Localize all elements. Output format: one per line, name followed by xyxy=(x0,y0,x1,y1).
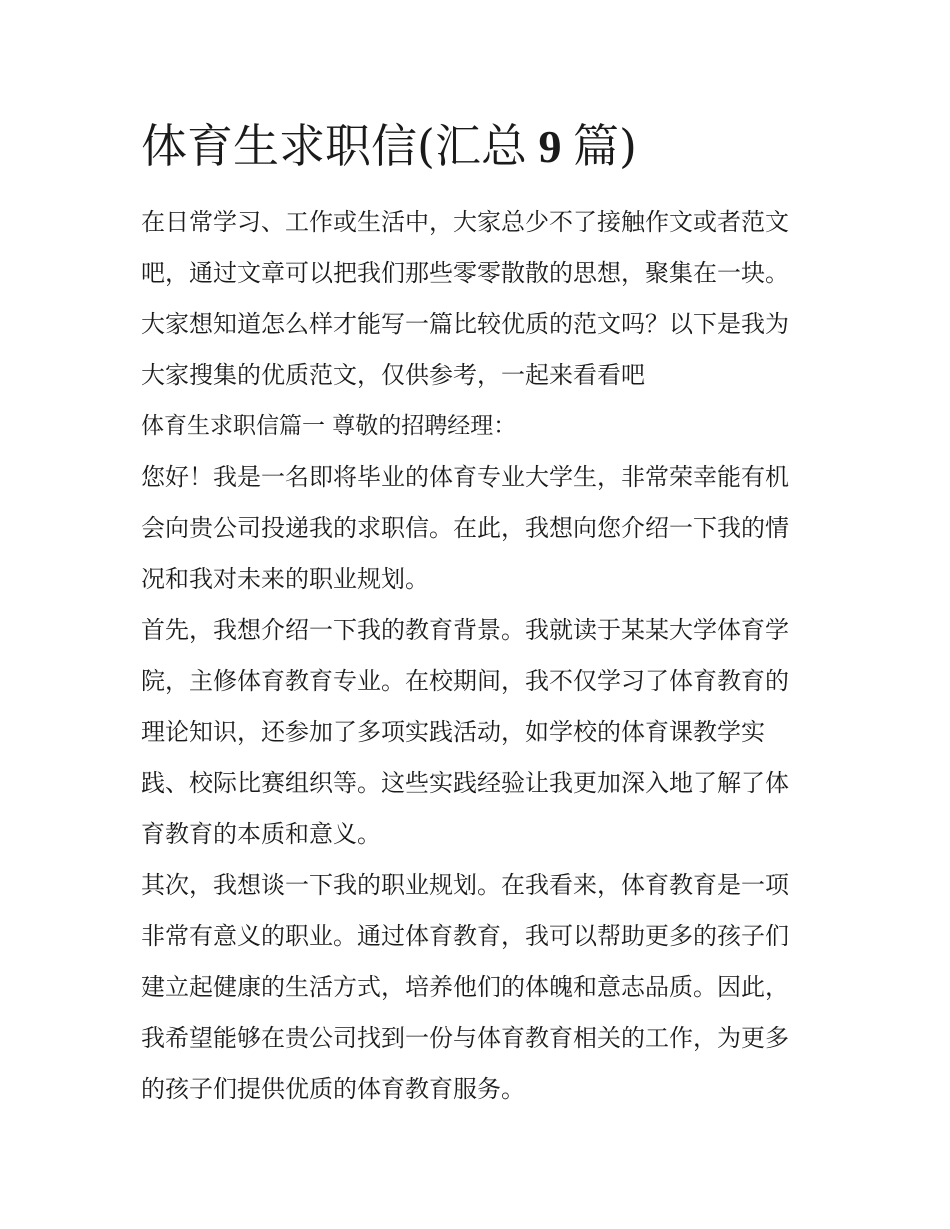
body-line: 非常有意义的职业。通过体育教育，我可以帮助更多的孩子们 xyxy=(141,922,789,950)
section-heading: 体育生求职信篇一 尊敬的招聘经理： xyxy=(141,413,517,439)
body-line: 理论知识，还参加了多项实践活动，如学校的体育课教学实 xyxy=(141,718,765,746)
body-line: 的孩子们提供优质的体育教育服务。 xyxy=(141,1075,525,1103)
body-line: 首先，我想介绍一下我的教育背景。我就读于某某大学体育学 xyxy=(141,616,789,644)
title-text: 体育生求职信(汇总 xyxy=(141,119,527,173)
body-line: 我希望能够在贵公司找到一份与体育教育相关的工作，为更多 xyxy=(141,1024,789,1052)
title-text-end: 篇) xyxy=(572,119,637,173)
title-count: 9 xyxy=(526,121,573,172)
body-line: 其次，我想谈一下我的职业规划。在我看来，体育教育是一项 xyxy=(141,871,789,899)
body-line: 大家想知道怎么样才能写一篇比较优质的范文吗？以下是我为 xyxy=(141,310,789,338)
body-line: 大家搜集的优质范文，仅供参考，一起来看看吧 xyxy=(141,361,645,389)
body-line: 院，主修体育教育专业。在校期间，我不仅学习了体育教育的 xyxy=(141,667,789,695)
body-line: 践、校际比赛组织等。这些实践经验让我更加深入地了解了体 xyxy=(141,769,789,797)
body-line: 在日常学习、工作或生活中，大家总少不了接触作文或者范文 xyxy=(141,208,789,236)
document-title xyxy=(141,116,637,177)
body-line: 吧，通过文章可以把我们那些零零散散的思想，聚集在一块。 xyxy=(141,259,789,287)
body-line: 况和我对未来的职业规划。 xyxy=(141,565,429,593)
body-line: 建立起健康的生活方式，培养他们的体魄和意志品质。因此， xyxy=(141,973,789,1001)
body-line: 育教育的本质和意义。 xyxy=(141,820,381,848)
body-line: 会向贵公司投递我的求职信。在此，我想向您介绍一下我的情 xyxy=(141,514,789,542)
body-line: 您好！我是一名即将毕业的体育专业大学生，非常荣幸能有机 xyxy=(141,463,789,491)
document-body xyxy=(141,197,821,1115)
